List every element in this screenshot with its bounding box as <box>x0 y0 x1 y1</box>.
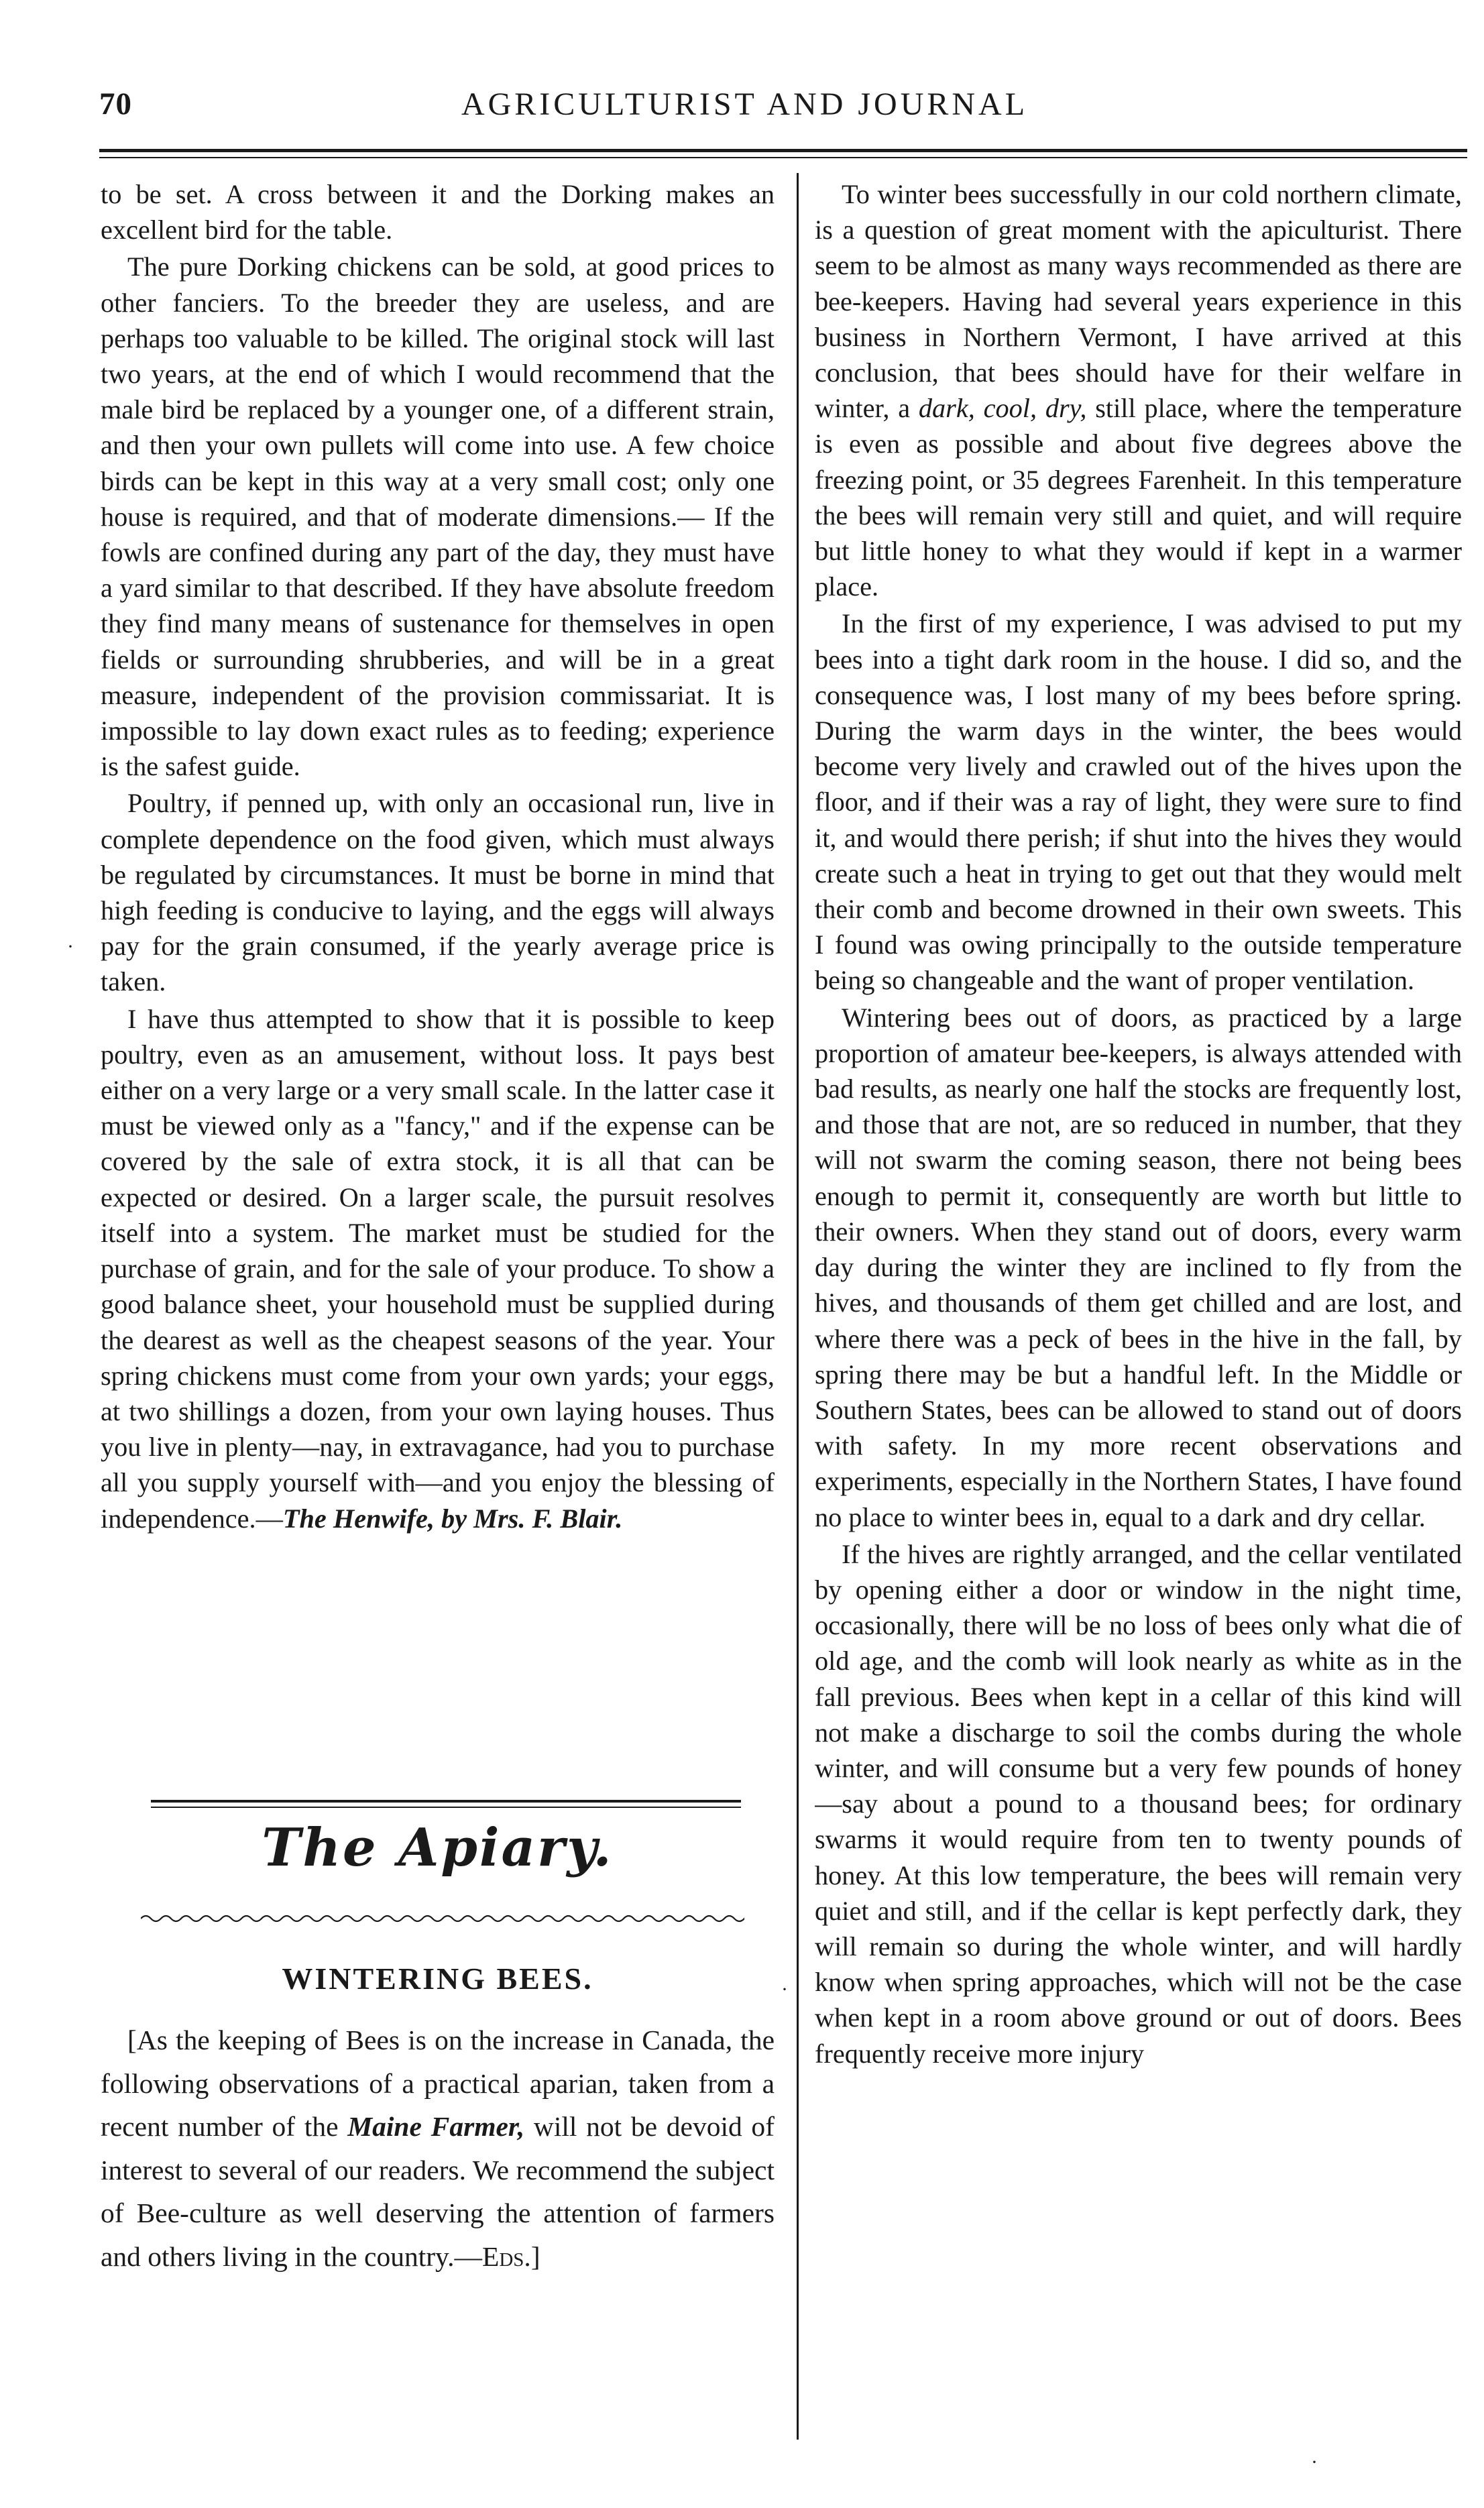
left-column <box>101 176 775 1536</box>
intro-text-end: will not be devoid of interest to several of our readers. We recommend the subject of Bee-culture as well deserving the attention of farmers and others living in the country.— <box>101 2111 775 2272</box>
left-paragraph-4-text: I have thus attempted to show that it is possible to keep poultry, even as an amusement, without loss. It pays best either on a very large or a very small scale. In the latter case it must be viewed only as a "fancy," and if the expense can be covered by the sale of extra stock, it is all that can be expected or desired. On a larger scale, the pursuit resolves itself into a system. The market must be studied for the purchase of grain, and for the sale of your produce. To show a good balance sheet, your household must be supplied during the dearest as well as the cheapest seasons of the year. Your spring chickens must come from your own yards; your eggs, at two shillings a dozen, from your own laying houses. Thus you live in plenty—nay, in extravagance, had you to purchase all you supply yourself with—and you enjoy the blessing of independence.— <box>101 1003 775 1534</box>
right-column <box>815 176 1462 2071</box>
henwife-attribution: The Henwife, by Mrs. F. Blair. <box>282 1503 623 1534</box>
article-title: WINTERING BEES. <box>282 1961 593 1996</box>
right-paragraph-1-end: still place, where the temperature is even as possible and about five degrees above the freezing point, or 35 degrees Farenheit. In this temperature the bees will remain very still and quiet, and will require but little honey to what they would if kept in a warmer place. <box>815 393 1462 602</box>
right-paragraph-2: In the first of my experience, I was advised to put my bees into a tight dark room in the house. I did so, and the consequence was, I lost many of my bees before spring. During the warm days in the winter, the bees would become very lively and crawled out of the hives upon the floor, and if their was a ray of light, they were sure to find it, and would there perish; if shut into the hives they would create such a heat in trying to get out that they would melt their comb and become drowned in their own sweets. This I found was owing principally to the outside temperature being so changeable and the want of proper ventilation. <box>815 608 1462 996</box>
page-number: 70 <box>99 87 132 121</box>
left-paragraph-1: to be set. A cross between it and the Dorking makes an excellent bird for the table. <box>101 179 775 245</box>
right-paragraph-1-start: To winter bees successfully in our cold northern climate, is a question of great moment with the apiculturist. There seem to be almost as many ways recommended as there are bee-keepers. Having had several years experience in this business in Northern Vermont, I have arrived at this conclusion, that bees should have for their welfare in winter, a <box>815 179 1462 424</box>
article-intro <box>101 2018 775 2278</box>
margin-speck: · <box>1311 2451 1318 2473</box>
page-header <box>99 86 1390 133</box>
margin-speck: · <box>781 1978 788 2000</box>
article-intro-paragraph <box>101 2018 775 2278</box>
header-rule-thick <box>99 149 1467 152</box>
column-divider <box>797 173 799 2440</box>
running-title: AGRICULTURIST AND JOURNAL <box>461 87 1029 122</box>
left-paragraph-3: Poultry, if penned up, with only an occasional run, live in complete dependence on the food given, which must always be regulated by circumstances. It must be borne in mind that high feeding is conducive to laying, and the eggs will always pay for the grain consumed, if the yearly average price is taken. <box>101 788 775 997</box>
intro-signoff: Eds.] <box>481 2240 540 2272</box>
left-paragraph-4 <box>101 1001 775 1536</box>
section-rule-thick <box>151 1800 741 1803</box>
header-rule-thin <box>99 157 1467 158</box>
right-paragraph-3: Wintering bees out of doors, as practiced by a large proportion of amateur bee-keepers, is always attended with bad results, as nearly one half the stocks are frequently lost, and those that are not, are so reduced in number, that they will not swarm the coming season, there not being bees enough to permit it, consequently are worth but little to their owners. When they stand out of doors, every warm day during the winter they are inclined to fly from the hives, and thousands of them get chilled and are lost, and where there was a peck of bees in the hive in the fall, by spring there may be but a handful left. In the Middle or Southern States, bees can be allowed to stand out of doors with safety. In my more recent observations and experiments, especially in the Northern States, I have found no place to winter bees in, equal to a dark and dry cellar. <box>815 1002 1462 1532</box>
wavy-ornament-rule <box>141 1913 744 1925</box>
right-paragraph-1-emphasis: dark, cool, dry, <box>918 393 1087 424</box>
right-paragraph-4: If the hives are rightly arranged, and the cellar ventilated by opening either a door or window in the night time, occasionally, there will be no loss of bees only what die of old age, and the comb will look nearly as white as in the fall previous. Bees when kept in a cellar of this kind will not make a discharge to soil the combs during the whole winter, and will consume but a very few pounds of honey—say about a pound to a thousand bees; for ordinary swarms it would require from ten to twenty pounds of honey. At this low temperature, the bees will remain very quiet and still, and if the cellar is kept perfectly dark, they will remain so during the whole winter, and will hardly know when spring approaches, which will not be the case when kept in a room above ground or out of doors. Bees frequently receive more injury <box>815 1538 1462 2069</box>
margin-speck: · <box>67 935 74 958</box>
intro-text-start: [As the keeping of Bees is on the increase in Canada, the following observations of a practical aparian, taken from a recent number of the <box>101 2025 775 2142</box>
section-rule-thin <box>151 1807 741 1808</box>
section-heading-apiary: The Apiary. <box>262 1817 614 1878</box>
right-paragraph-1 <box>815 176 1462 604</box>
intro-source-title: Maine Farmer, <box>347 2111 525 2142</box>
left-paragraph-2: The pure Dorking chickens can be sold, at good prices to other fanciers. To the breeder they are useless, and are perhaps too valuable to be killed. The original stock will last two years, at the end of which I would recommend that the male bird be replaced by a younger one, of a different strain, and then your own pullets will come into use. A few choice birds can be kept in this way at a very small cost; only one house is required, and that of moderate dimensions.— If the fowls are confined during any part of the day, they must have a yard similar to that described. If they have absolute freedom they find many means of sustenance for themselves in open fields or surrounding shrubberies, and will be in a great measure, independent of the provision commissariat. It is impossible to lay down exact rules as to feeding; experience is the safest guide. <box>101 251 775 782</box>
